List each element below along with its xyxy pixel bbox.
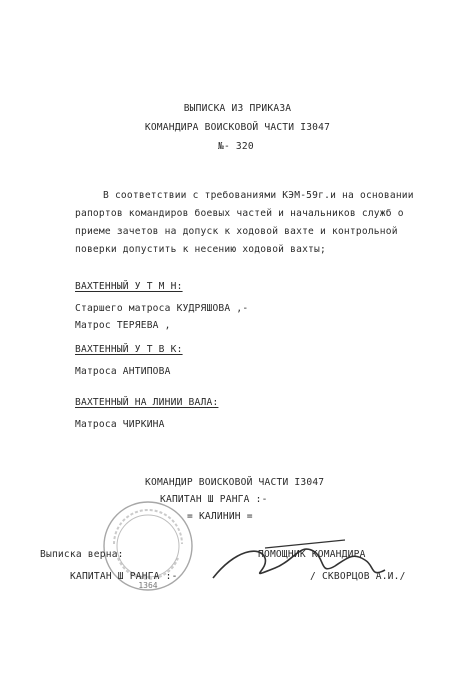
- order-number: №- 320: [218, 141, 254, 152]
- certified-copy-label: Выписка верна:: [40, 549, 124, 560]
- footer-rank-line: КАПИТАН Ш РАНГА :-: [160, 494, 268, 505]
- section-item: Матроса ЧИРКИНА: [75, 419, 165, 430]
- signer-rank: КАПИТАН Ш РАНГА :-: [70, 571, 178, 582]
- body-line-4: поверки допустить к несению ходовой вахты;: [75, 244, 326, 255]
- assistant-commander-label: ПОМОЩНИК КОМАНДИРА: [258, 549, 366, 560]
- body-line-3: приеме зачетов на допуск к ходовой вахте и контрольной: [75, 226, 398, 237]
- footer-commander-name: = КАЛИНИН =: [187, 511, 253, 522]
- body-line-2: рапортов командиров боевых частей и начальников служб о: [75, 208, 404, 219]
- doc-heading-line1: ВЫПИСКА ИЗ ПРИКАЗА: [183, 103, 292, 114]
- section-title-shaft-line: ВАХТЕННЫЙ НА ЛИНИИ ВАЛА:: [75, 397, 219, 408]
- section-title-utvk: ВАХТЕННЫЙ У Т В К:: [75, 344, 183, 355]
- section-item: Матроса АНТИПОВА: [75, 366, 171, 377]
- section-item: Матрос ТЕРЯЕВА ,: [75, 320, 171, 331]
- doc-heading-line2: КОМАНДИРА ВОИСКОВОЙ ЧАСТИ I3047: [144, 122, 331, 133]
- body-line-1: В соответствии с требованиями КЭМ-59г.и на основании: [103, 190, 414, 201]
- footer-commander-line: КОМАНДИР ВОИСКОВОЙ ЧАСТИ I3047: [145, 477, 325, 488]
- stamp-number: 1364: [138, 581, 158, 590]
- section-title-utmn: ВАХТЕННЫЙ У Т М Н:: [75, 281, 183, 292]
- section-item: Старшего матроса КУДРЯШОВА ,-: [75, 303, 249, 314]
- signer-name: / СКВОРЦОВ А.И./: [310, 571, 406, 582]
